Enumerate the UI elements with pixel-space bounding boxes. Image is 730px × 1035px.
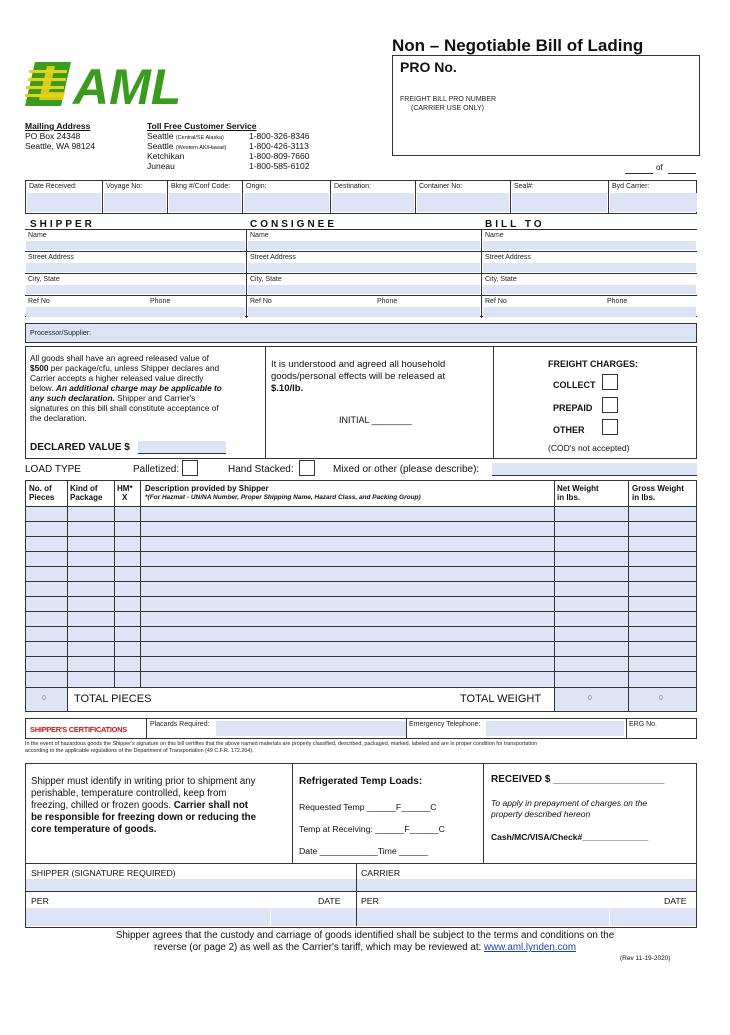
total-pieces-label: TOTAL PIECES bbox=[74, 693, 152, 705]
top-field-label: Byd Carrier: bbox=[612, 183, 650, 190]
collect-checkbox[interactable] bbox=[602, 374, 618, 390]
cert-title: SHIPPER'S CERTIFICATIONS bbox=[30, 725, 127, 734]
top-field[interactable] bbox=[242, 181, 330, 213]
mailing-title: Mailing Address bbox=[25, 121, 91, 131]
footer-line2: reverse (or page 2) as well as the Carrier's tariff, which may be reviewed at: bbox=[153, 942, 484, 953]
consignee-ref-field[interactable] bbox=[246, 296, 481, 318]
other-label: OTHER bbox=[553, 425, 585, 435]
tollfree-row bbox=[147, 131, 327, 141]
tollfree-place: Ketchikan bbox=[147, 151, 185, 161]
carrier-per-input[interactable] bbox=[357, 908, 609, 926]
shipper-name-field[interactable] bbox=[25, 230, 246, 252]
shipper-per-input[interactable] bbox=[26, 908, 270, 926]
table-row[interactable] bbox=[26, 551, 696, 552]
party-field-label: City, State bbox=[485, 276, 517, 283]
reefer-title: Refrigerated Temp Loads: bbox=[299, 776, 423, 787]
carrier-date-input[interactable] bbox=[610, 908, 696, 926]
cert-fine-print: In the event of hazardous goods the Shipper's signature on this bill certifies that the above named materials are properly classified, described, packaged, marked, labeled and are in proper condition for transportation according to the applicable regulations of the Department of Transportation (49 C.F.R. 172.204). bbox=[25, 741, 537, 754]
palletized-label: Palletized: bbox=[133, 464, 180, 475]
hand-stacked-label: Hand Stacked: bbox=[228, 464, 294, 475]
revision-label: (Rev 11-19-2020) bbox=[620, 955, 671, 962]
party-field-label: Ref No bbox=[28, 298, 50, 305]
top-field-label: Origin: bbox=[246, 183, 267, 190]
requested-temp-field[interactable]: Requested Temp ______F______C bbox=[299, 802, 437, 812]
party-phone-label: Phone bbox=[150, 298, 171, 305]
table-row[interactable] bbox=[26, 596, 696, 597]
page-of-label: of bbox=[656, 163, 663, 172]
declared-text5b: any such declaration. bbox=[30, 393, 115, 403]
household-text3: $.10/lb. bbox=[271, 383, 304, 394]
items-table bbox=[25, 480, 697, 712]
declared-text6: signatures on this bill shall constitute acceptance of bbox=[30, 403, 219, 413]
prepaid-label: PREPAID bbox=[553, 403, 593, 413]
pro-sub1: FREIGHT BILL PRO NUMBER bbox=[400, 96, 497, 103]
carrier-per-label: PER bbox=[361, 896, 379, 906]
col-net-weight-header: Net Weight in lbs. bbox=[557, 484, 599, 502]
received-field[interactable]: RECEIVED $ ____________________ bbox=[491, 774, 665, 785]
col-description-header: Description provided by Shipper *(For Hazmat - UN/NA Number, Proper Shipping Name, Hazard Class, and Packing Group) bbox=[145, 484, 421, 501]
party-field-label: Ref No bbox=[250, 298, 272, 305]
gross-weight-total[interactable]: 0 bbox=[629, 688, 696, 711]
carrier-signature-input[interactable] bbox=[357, 879, 696, 891]
shipper-signature-input[interactable] bbox=[26, 879, 356, 891]
mailing-line1: PO Box 24348 bbox=[25, 131, 81, 141]
consignee-city-field[interactable] bbox=[246, 274, 481, 296]
processor-field[interactable] bbox=[25, 323, 697, 343]
tollfree-note: (Central/SE Alaska) bbox=[175, 135, 224, 141]
shipper-date-input[interactable] bbox=[271, 908, 356, 926]
party-field-label: Ref No bbox=[485, 298, 507, 305]
pro-number-box[interactable] bbox=[392, 55, 700, 156]
net-weight-total[interactable]: 0 bbox=[555, 688, 628, 711]
declared-value-section bbox=[25, 346, 697, 459]
top-field[interactable] bbox=[167, 181, 242, 213]
top-field-label: Voyage No: bbox=[106, 183, 143, 190]
tollfree-phone: 1-800-809-7660 bbox=[249, 151, 310, 161]
aml-website-link[interactable]: www.aml.lynden.com bbox=[484, 942, 577, 953]
billto-heading: BILL TO bbox=[485, 219, 545, 230]
household-text2: goods/personal effects will be released at bbox=[271, 371, 446, 382]
billto-city-field[interactable] bbox=[481, 274, 697, 296]
signature-section bbox=[25, 864, 697, 928]
declared-text1: All goods shall have an agreed released value of bbox=[30, 353, 209, 363]
carrier-signature-label: CARRIER bbox=[361, 868, 401, 878]
table-row[interactable] bbox=[26, 566, 696, 567]
shipper-signature-label: SHIPPER (SIGNATURE REQUIRED) bbox=[31, 868, 176, 878]
top-field-label: Seal#: bbox=[514, 183, 534, 190]
top-field-label: Bkng #/Conf Code: bbox=[171, 183, 231, 190]
placards-input[interactable] bbox=[216, 721, 406, 736]
prepaid-checkbox[interactable] bbox=[602, 397, 618, 413]
top-field-label: Container No: bbox=[419, 183, 463, 190]
household-text1: It is understood and agreed all household bbox=[271, 359, 446, 370]
page-number-field[interactable] bbox=[625, 164, 653, 174]
shipper-ref-field[interactable] bbox=[25, 296, 246, 318]
top-field[interactable] bbox=[330, 181, 415, 213]
load-type-label: LOAD TYPE bbox=[25, 464, 81, 475]
shipper-date-label: DATE bbox=[318, 896, 341, 906]
declared-terms bbox=[30, 353, 262, 423]
party-field-label: City, State bbox=[250, 276, 282, 283]
top-field[interactable] bbox=[608, 181, 698, 213]
tollfree-row bbox=[147, 141, 327, 151]
toll-free-block bbox=[147, 121, 327, 171]
party-phone-label: Phone bbox=[607, 298, 628, 305]
received-note: To apply in prepayment of charges on the property described hereon bbox=[491, 798, 648, 819]
tollfree-phone: 1-800-426-3113 bbox=[249, 141, 309, 151]
logo-text: AML bbox=[73, 60, 182, 108]
table-row[interactable] bbox=[26, 656, 696, 657]
page-title: Non – Negotiable Bill of Lading bbox=[392, 36, 644, 55]
consignee-name-field[interactable] bbox=[246, 230, 481, 252]
tollfree-row bbox=[147, 151, 327, 161]
top-field[interactable] bbox=[510, 181, 608, 213]
emergency-label: Emergency Telephone: bbox=[409, 721, 481, 728]
tollfree-place: Juneau bbox=[147, 161, 175, 171]
party-field-label: Name bbox=[250, 232, 269, 239]
parties-grid bbox=[25, 229, 697, 317]
tollfree-row bbox=[147, 161, 327, 171]
total-pieces-input[interactable] bbox=[26, 688, 67, 711]
declared-value-label: DECLARED VALUE $ bbox=[30, 442, 130, 453]
tollfree-phone: 1-800-326-8346 bbox=[249, 131, 310, 141]
top-field[interactable] bbox=[415, 181, 510, 213]
processor-label: Processor/Supplier: bbox=[30, 330, 92, 337]
billto-ref-field[interactable] bbox=[481, 296, 697, 318]
freight-charges-title: FREIGHT CHARGES: bbox=[548, 359, 638, 369]
table-row[interactable] bbox=[26, 521, 696, 522]
party-field-label: Street Address bbox=[485, 254, 531, 261]
declared-text7: the declaration. bbox=[30, 413, 87, 423]
aml-logo bbox=[25, 60, 225, 108]
billto-street-field[interactable] bbox=[481, 252, 697, 274]
party-field-label: Name bbox=[485, 232, 504, 239]
cod-note: (COD's not accepted) bbox=[548, 443, 630, 453]
col-hm-header: HM* X bbox=[117, 484, 133, 502]
top-field-label: Destination: bbox=[334, 183, 371, 190]
top-field[interactable] bbox=[102, 181, 167, 213]
table-row[interactable] bbox=[26, 581, 696, 582]
footer-terms bbox=[25, 930, 705, 954]
declared-text2b: $500 bbox=[30, 363, 49, 373]
mixed-input[interactable] bbox=[492, 463, 697, 476]
table-row[interactable] bbox=[26, 536, 696, 537]
shipper-heading: SHIPPER bbox=[30, 219, 95, 230]
top-fields-row bbox=[25, 180, 697, 214]
party-field-label: Street Address bbox=[28, 254, 74, 261]
collect-label: COLLECT bbox=[553, 380, 596, 390]
declared-text5: Shipper and Carrier's bbox=[114, 393, 196, 403]
mailing-address bbox=[25, 121, 95, 151]
hand-stacked-checkbox[interactable] bbox=[299, 460, 315, 476]
initial-field[interactable]: INITIAL ________ bbox=[339, 415, 412, 425]
shipper-city-field[interactable] bbox=[25, 274, 246, 296]
table-row[interactable] bbox=[26, 671, 696, 672]
col-gross-weight-header: Gross Weight in lbs. bbox=[632, 484, 684, 502]
other-checkbox[interactable] bbox=[602, 419, 618, 435]
palletized-checkbox[interactable] bbox=[182, 460, 198, 476]
declared-text4b: An additional charge may be applicable to bbox=[55, 383, 222, 393]
perishable-section bbox=[25, 763, 697, 864]
tollfree-note: (Western AK/Hawaii) bbox=[175, 145, 227, 151]
pro-sub2: (CARRIER USE ONLY) bbox=[411, 105, 484, 112]
consignee-heading: CONSIGNEE bbox=[250, 219, 338, 230]
top-field-label: Date Received: bbox=[29, 183, 77, 190]
consignee-street-field[interactable] bbox=[246, 252, 481, 274]
declared-text3: Carrier accepts a higher released value directly bbox=[30, 373, 204, 383]
col-package-header: Kind of Package bbox=[70, 484, 103, 502]
total-pieces-value: 0 bbox=[42, 695, 46, 702]
tollfree-phone: 1-800-585-6102 bbox=[249, 161, 310, 171]
declared-text4a: below. bbox=[30, 383, 56, 393]
party-field-label: City, State bbox=[28, 276, 60, 283]
pro-label: PRO No. bbox=[400, 59, 457, 75]
payment-field[interactable]: Cash/MC/VISA/Check#______________ bbox=[491, 832, 649, 842]
placards-label: Placards Required: bbox=[150, 721, 210, 728]
tollfree-title: Toll Free Customer Service bbox=[147, 121, 257, 131]
erg-label: ERG No. bbox=[629, 721, 658, 728]
party-field-label: Name bbox=[28, 232, 47, 239]
page-total-field[interactable] bbox=[668, 164, 696, 174]
reefer-date-time-field[interactable]: Date ____________Time ______ bbox=[299, 846, 429, 856]
top-field[interactable] bbox=[26, 181, 102, 213]
total-weight-label: TOTAL WEIGHT bbox=[460, 693, 542, 705]
table-row[interactable] bbox=[26, 626, 696, 627]
emergency-input[interactable] bbox=[486, 721, 624, 736]
declared-text2: per package/cfu, unless Shipper declares and bbox=[48, 363, 220, 373]
party-field-label: Street Address bbox=[250, 254, 296, 261]
declared-value-input[interactable] bbox=[138, 441, 226, 454]
mailing-line2: Seattle, WA 98124 bbox=[25, 141, 96, 151]
table-row[interactable] bbox=[26, 611, 696, 612]
footer-line1: Shipper agrees that the custody and carriage of goods identified shall be subject to the terms and conditions on the bbox=[115, 930, 615, 941]
table-row[interactable] bbox=[26, 641, 696, 642]
perishable-text: Shipper must identify in writing prior to shipment any perishable, temperature controlled, keep from freezing, chilled or frozen goods. Carrier shall not be responsible for freezing down or reducing the core temperature of goods. bbox=[31, 776, 256, 835]
shipper-street-field[interactable] bbox=[25, 252, 246, 274]
party-phone-label: Phone bbox=[377, 298, 398, 305]
col-pieces-header: No. of Pieces bbox=[29, 484, 55, 502]
tollfree-place: Seattle bbox=[147, 141, 174, 151]
household-terms bbox=[271, 359, 486, 395]
tollfree-place: Seattle bbox=[147, 131, 174, 141]
mixed-label: Mixed or other (please describe): bbox=[333, 464, 480, 475]
billto-name-field[interactable] bbox=[481, 230, 697, 252]
shipper-per-label: PER bbox=[31, 896, 49, 906]
certifications-row bbox=[25, 718, 697, 739]
carrier-date-label: DATE bbox=[664, 896, 687, 906]
receiving-temp-field[interactable]: Temp at Receiving: ______F______C bbox=[299, 824, 445, 834]
